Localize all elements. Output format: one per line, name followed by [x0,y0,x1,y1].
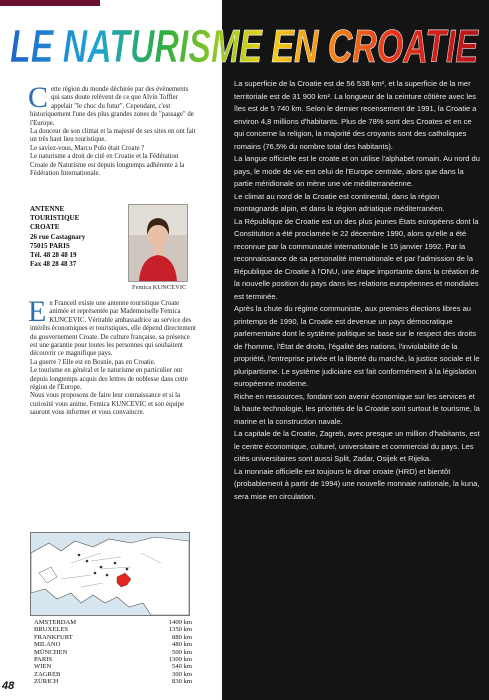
distance-km: 1300 km [168,656,192,664]
intro-text [28,81,198,178]
portrait-photo [128,204,188,282]
distance-city: MILANO [34,641,61,649]
distance-km: 300 km [172,670,192,678]
title-text: LE NATURISME EN CROATIE [10,20,479,72]
contact-block [30,205,85,269]
distance-city: MÜNCHEN [34,648,68,656]
right-paragraph: La capitale de la Croatie, Zagreb, avec presque un million d'habitants, est le centre économique, culturel, universitaire et commercial du pays. Les cités universitaires sont aussi Split, Zadar, Osijek et Rijeka. [234,429,480,463]
distance-km: 500 km [172,648,192,656]
europe-map [30,532,190,616]
contact-line: CROATE [30,223,60,232]
distance-km: 880 km [172,633,192,641]
europe-map-graphic [31,533,189,615]
body-paragraph: Le tourisme en général et le naturisme en particulier ont depuis longtemps acquis des lettres de noblesse dans cette région de l'Europe. [30,367,188,392]
contact-line: Tél. 48 28 48 19 [30,251,77,260]
intro-paragraph: ette région du monde déchirée par des évènements qui sans doute relèvent de ce que Alvin Toffler appelait "le choc du futur". Cependant, c'est historiquement l'une des plus grandes zones de "passage" de l'Europe. [30,86,194,127]
distance-km: 1350 km [168,626,192,634]
body-dropcap: E [28,295,47,328]
right-paragraph: La République de Croatie est un des plus jeunes États européens dont la Constitution a été proclamée le 22 décembre 1990, alors qu'elle a été reconnue par la communauté internationale le 15 janvier 1992. Par la reconnaissance de sa personalité internationale et par l'admission de la République de Croatie à l'ONU, une étape importante dans la création de la nouvelle position du pays dans les relations européennes et mondiales est terminée. [234,216,479,301]
body-paragraph: n Franceil existe une antenne touristique Croate animée et représentée par Mademoiselle Femica KUNCEVIC. Véritable ambassadrice au service des intérêts économiques et touristiques, elle dépend directement du gouvernement Croate. De culture française, sa présence est une garantie pour toutes les personnes qui souhaitent découvrir ce magnifique pays. [30,300,196,358]
distance-km: 480 km [172,641,192,649]
right-paragraph: La langue officielle est le croate et on utilise l'alphabet romain. Au nord du pays, le mode de vie est celui de l'Europe centrale, alors que dans la partie méridionale on mène une vie méditerranéenne. [234,154,480,188]
contact-line: 75015 PARIS [30,241,70,250]
distance-city: PARIS [34,656,53,664]
right-paragraph: Le climat au nord de la Croatie est continental, dans la région montagnarde alpin, et dans la région adriatique méditerranéen. [234,191,445,213]
distance-km: 540 km [172,663,192,671]
distance-row [34,619,192,626]
distance-city: ZAGREB [34,670,61,678]
body-text [28,295,198,418]
distance-row [34,649,192,656]
intro-dropcap: C [28,81,49,114]
contact-line: Fax 48 28 48 37 [30,260,77,269]
intro-paragraph: Le naturisme a droit de cité en Croatie et la Fédération Croate de Naturisme est depuis longtemps adhérente à la Fédération Internationale. [30,153,185,178]
distance-city: FRANKFURT [34,633,73,641]
distance-row [34,678,192,685]
right-paragraph: La monnaie officielle est toujours le dinar croate (HRD) et bientôt (probablement à partir de 1994) une nouvelle monnaie nationale, la kuna, sera mise en circulation. [234,466,480,501]
distance-row [34,656,192,663]
distance-city: AMSTERDAM [34,619,77,626]
distance-city: WIEN [34,663,52,671]
intro-paragraph: Le saviez-vous, Marco Polo était Croate ? [30,144,145,152]
intro-paragraph: La douceur de son climat et la majesté de ses sites en ont fait un très haut lieu touristique. [30,128,196,144]
body-paragraph: Nous vous proposons de faire leur connaissance et si la curiosité vous anime, Femica KUNCEVIC et son équipe sauront vous informer et vous convaincre. [30,392,185,417]
distance-row [34,641,192,648]
right-paragraph: Riche en ressources, fondant son avenir économique sur les services et la haute technologie, les priorités de la Croatie sont surtout le tourisme, la marine et la construction navale. [234,391,480,426]
distance-table [34,619,192,686]
distance-city: BRUXELES [34,626,69,634]
contact-line: TOURISTIQUE [30,214,80,223]
distance-km: 1400 km [168,619,192,626]
top-accent-bar [0,0,100,6]
distance-city: ZÜRICH [34,678,59,686]
distance-row [34,634,192,641]
right-paragraph: La superficie de la Croatie est de 56 538 km², et la superficie de la mer territoriale est de 31 900 km². La longueur de la ceinture côtière avec les îles est de 5 740 km. Selon le dernier recensement de 1991, la Croatie a environ 4,8 millions d'habitants. Plus de 78% sont des Croates et en ce qui concerne la religion, la majorité des croyants sont des catholiques romains (76,5% du nombre total des habitants). [234,79,477,151]
distance-row [34,671,192,678]
contact-line: 26 rue Castagnary [30,232,86,241]
distance-row [34,626,192,633]
page-title [6,18,484,72]
right-column-text [234,78,480,503]
contact-line: ANTENNE [30,205,65,213]
body-paragraph: La guerre ? Elle est en Bosnie, pas en Croatie. [30,358,156,366]
page-number: 48 [2,680,15,692]
distance-km: 830 km [172,678,192,686]
photo-caption: Femica KUNCEVIC [132,284,187,291]
title-graphic [6,18,484,72]
right-paragraph: Après la chute du régime communiste, aux premiers élections libres au printemps de 1990, la Croatie est devenue un pays démocratique parlementaire dont le système politique se base sur le respect des droits de l'homme, l'État de droits, l'égalité des nations, l'inviolabilité de la propriété, l'entreprise privée et la liberté du marché, la justice sociale et le pluripartisme. Le système judiciaire est fait conformément à la législation européenne moderne. [234,304,480,388]
distance-row [34,663,192,670]
portrait-graphic [129,205,187,281]
